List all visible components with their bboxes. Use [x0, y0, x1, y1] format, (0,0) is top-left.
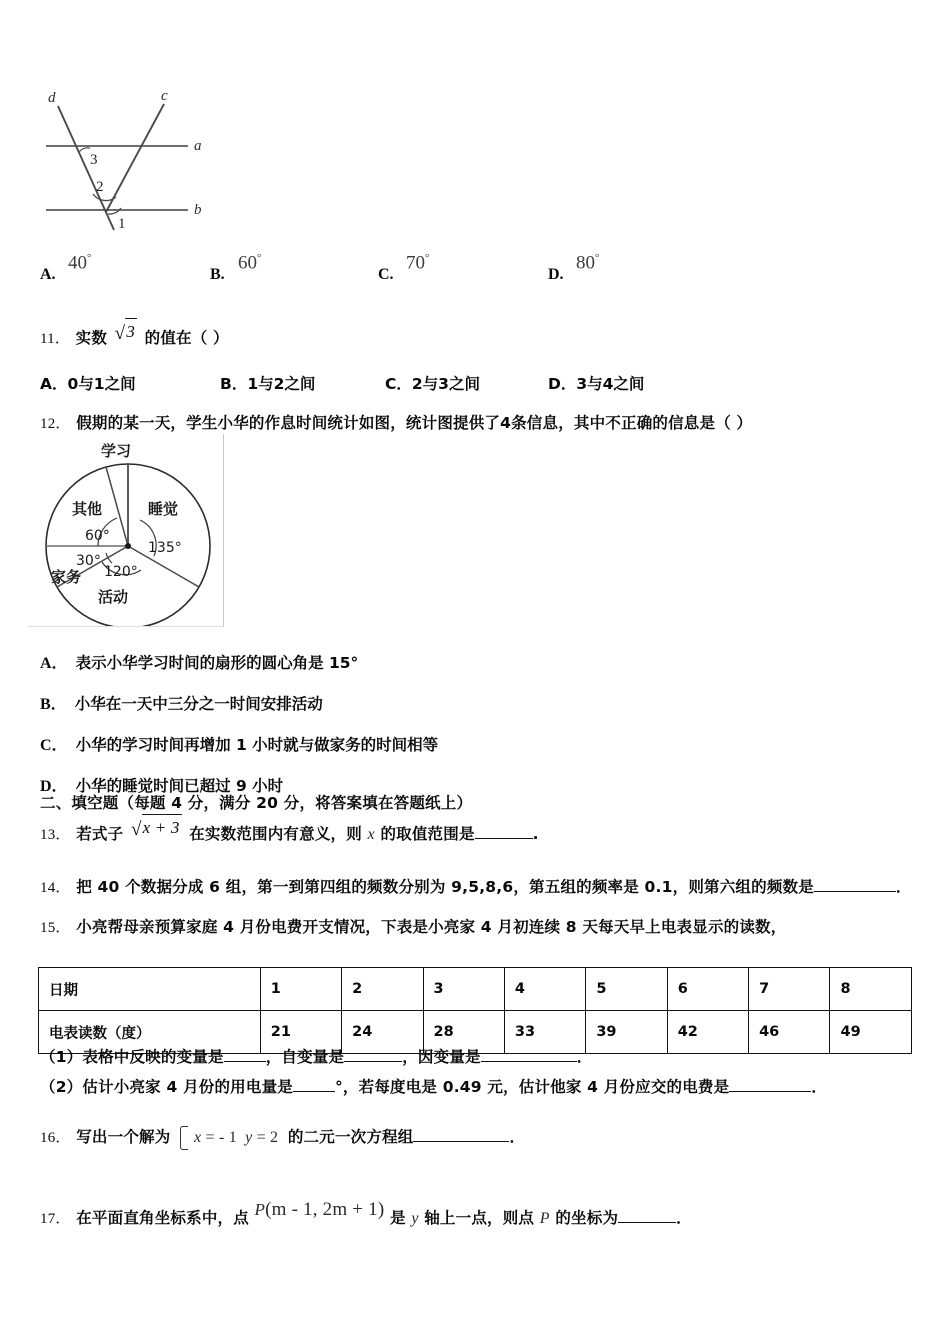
date-cell-5: 5: [586, 968, 667, 1011]
pie-label-activity: 活动: [98, 588, 129, 606]
question-14-text-end: ．: [895, 878, 912, 896]
question-13-blank[interactable]: [475, 825, 533, 839]
question-13: 13． 若式子 √x + 3 在实数范围内有意义，则 x 的取值范围是 .: [40, 822, 539, 851]
pie-chart-svg: [28, 434, 223, 626]
geo-label-b: b: [194, 202, 202, 218]
question-13-text-before: 若式子: [76, 825, 124, 843]
question-17-suffix: ．: [676, 1209, 692, 1227]
meter-readings-table: [38, 967, 912, 1054]
pie-angle-housework: 30°: [76, 553, 101, 569]
pie-angle-other: 60°: [85, 528, 110, 544]
date-cell-1: 1: [260, 968, 341, 1011]
question-15-stem: [40, 916, 786, 940]
option-a-label: A.: [40, 266, 56, 283]
geometry-figure: [36, 78, 216, 238]
q15-sub1-suffix: ．: [576, 1048, 593, 1066]
option-b-label: B.: [210, 266, 225, 283]
section-2-heading: 二、填空题（每题 4 分，满分 20 分，将答案填在答题纸上）: [40, 794, 473, 812]
table-row-dates: [39, 968, 912, 1011]
reading-cell-4: 33: [504, 1011, 585, 1054]
q12-option-c-text: 小华的学习时间再增加 1 小时就与做家务的时间相等: [75, 736, 439, 754]
radical-sqrt-x-plus-3: √x + 3: [131, 815, 182, 844]
reading-cell-5: 39: [586, 1011, 667, 1054]
geo-label-a: a: [194, 138, 202, 154]
q11-option-a[interactable]: A．0与1之间: [40, 375, 136, 393]
q11-option-d[interactable]: D．3与4之间: [548, 375, 645, 393]
reading-cell-8: 49: [830, 1011, 912, 1054]
question-16-text-after: 的二元一次方程组: [287, 1128, 414, 1146]
reading-cell-6: 42: [667, 1011, 748, 1054]
date-cell-4: 4: [504, 968, 585, 1011]
question-16: [40, 1126, 525, 1150]
pie-label-other: 其他: [72, 500, 103, 518]
q12-option-a[interactable]: [40, 650, 660, 691]
question-11-stem: [40, 322, 229, 355]
question-14-number: 14．: [40, 880, 71, 896]
question-12-options: [40, 650, 660, 814]
question-17-number: 17．: [40, 1211, 71, 1227]
option-c-label: C.: [378, 266, 394, 283]
option-c-value: 70°: [406, 252, 430, 274]
q12-option-b-text: 小华在一天中三分之一时间安排活动: [74, 695, 323, 713]
question-14-blank[interactable]: [814, 878, 896, 892]
question-17-mid2: 轴上一点，则点: [424, 1209, 535, 1227]
question-10-options: [40, 252, 660, 292]
question-11-options: [40, 372, 700, 400]
question-15-text: 小亮帮母亲预算家庭 4 月份电费开支情况，下表是小亮家 4 月初连续 8 天每天早上电表显示的读数，: [76, 918, 787, 936]
q12-option-c-label: C．: [40, 737, 68, 754]
q15-sub1-mid1: ，自变量是: [265, 1048, 345, 1066]
question-11-text-before: 实数: [75, 329, 108, 347]
question-17-mid: 是: [390, 1209, 406, 1227]
equation-system: [180, 1128, 278, 1148]
geo-label-c: c: [161, 88, 168, 104]
question-17-point-expression: P(m - 1, 2m + 1): [254, 1199, 385, 1220]
geo-label-angle1: 1: [118, 216, 126, 232]
question-17-text-after: 的坐标为: [555, 1209, 619, 1227]
pie-chart-figure: [28, 434, 224, 627]
question-14-text: 把 40 个数据分成 6 组，第一到第四组的频数分别为 9,5,8,6，第五组的频率是 0.1，则第六组的频数是: [76, 878, 814, 896]
question-16-text-before: 写出一个解为: [76, 1128, 171, 1146]
question-13-text-after: 在实数范围内有意义，则: [189, 825, 362, 843]
date-cell-8: 8: [830, 968, 912, 1011]
q15-sub2-mid1: °，若每度电是 0.49 元，估计他家 4 月份应交的电费是: [334, 1078, 730, 1096]
pie-angle-sleep: 135°: [148, 540, 182, 556]
q15-sub1-prefix: （1）表格中反映的变量是: [40, 1048, 224, 1066]
question-13-text-after2: 的取值范围是: [380, 825, 475, 843]
date-cell-7: 7: [749, 968, 830, 1011]
question-16-number: 16．: [40, 1130, 71, 1146]
q15-sub2-suffix: ．: [811, 1078, 828, 1096]
geometry-svg: [36, 78, 216, 238]
geo-label-angle3: 3: [90, 152, 98, 168]
question-15-sub-2: [40, 1076, 827, 1099]
date-cell-2: 2: [342, 968, 423, 1011]
q15-sub1-blank-2[interactable]: [344, 1048, 402, 1062]
q12-option-b[interactable]: [40, 691, 660, 732]
q11-option-b[interactable]: B．1与2之间: [220, 375, 316, 393]
date-cell-3: 3: [423, 968, 504, 1011]
question-16-suffix: ．: [509, 1128, 526, 1146]
reading-cell-2: 24: [342, 1011, 423, 1054]
question-12-number: 12．: [40, 416, 71, 432]
q15-sub2-blank-2[interactable]: [729, 1078, 811, 1092]
row-label-date: 日期: [39, 968, 261, 1011]
geo-label-angle2: 2: [96, 179, 104, 195]
q15-sub2-blank-1[interactable]: [293, 1078, 335, 1092]
geo-label-d: d: [48, 90, 56, 106]
radical-sqrt-3: √3: [115, 319, 137, 348]
reading-cell-3: 28: [423, 1011, 504, 1054]
question-13-variable: x: [367, 826, 375, 843]
question-14: [40, 876, 912, 900]
question-13-number: 13．: [40, 827, 71, 843]
row-label-reading: 电表读数（度）: [39, 1011, 261, 1054]
pie-label-sleep: 睡觉: [148, 500, 179, 518]
q15-sub2-prefix: （2）估计小亮家 4 月份的用电量是: [40, 1078, 293, 1096]
question-11-number: 11．: [40, 331, 71, 347]
question-17-axis-variable: y: [411, 1210, 419, 1227]
reading-cell-1: 21: [260, 1011, 341, 1054]
q11-option-c[interactable]: C．2与3之间: [385, 375, 480, 393]
option-d-label: D.: [548, 266, 564, 283]
question-17-blank[interactable]: [618, 1209, 676, 1223]
option-d-value: 80°: [576, 252, 600, 274]
option-b-value: 60°: [238, 252, 262, 274]
q15-sub1-blank-3[interactable]: [481, 1048, 577, 1062]
date-cell-6: 6: [667, 968, 748, 1011]
q12-option-a-label: A．: [40, 655, 68, 672]
reading-cell-7: 46: [749, 1011, 830, 1054]
option-a-value: 40°: [68, 252, 92, 274]
equation-row-1: x = - 1: [194, 1128, 237, 1146]
question-15-sub-1: [40, 1046, 592, 1069]
pie-label-study: 学习: [101, 442, 132, 460]
question-11-text-after: 的值在（ ）: [144, 329, 229, 347]
question-16-blank[interactable]: [413, 1128, 509, 1142]
pie-label-housework: 家务: [51, 568, 82, 586]
q12-option-a-text: 表示小华学习时间的扇形的圆心角是 15°: [75, 654, 359, 672]
pie-angle-activity: 120°: [104, 564, 138, 580]
q12-option-c[interactable]: [40, 732, 660, 773]
question-17-point-name: P: [539, 1210, 550, 1227]
q15-sub1-blank-1[interactable]: [224, 1048, 266, 1062]
question-17: [40, 1199, 692, 1233]
q12-option-d-label: D．: [40, 778, 68, 795]
question-15-number: 15．: [40, 920, 71, 936]
question-12-text: 假期的某一天，学生小华的作息时间统计如图，统计图提供了4条信息，其中不正确的信息是（ ）: [76, 414, 753, 432]
q15-sub1-mid2: ，因变量是: [402, 1048, 481, 1066]
q12-option-b-label: B．: [40, 696, 67, 713]
question-12-stem: [40, 412, 752, 436]
question-17-text-before: 在平面直角坐标系中，点: [76, 1209, 249, 1227]
q12-option-d-text: 小华的睡觉时间已超过 9 小时: [75, 777, 284, 795]
equation-row-2: y = 2: [245, 1128, 279, 1146]
